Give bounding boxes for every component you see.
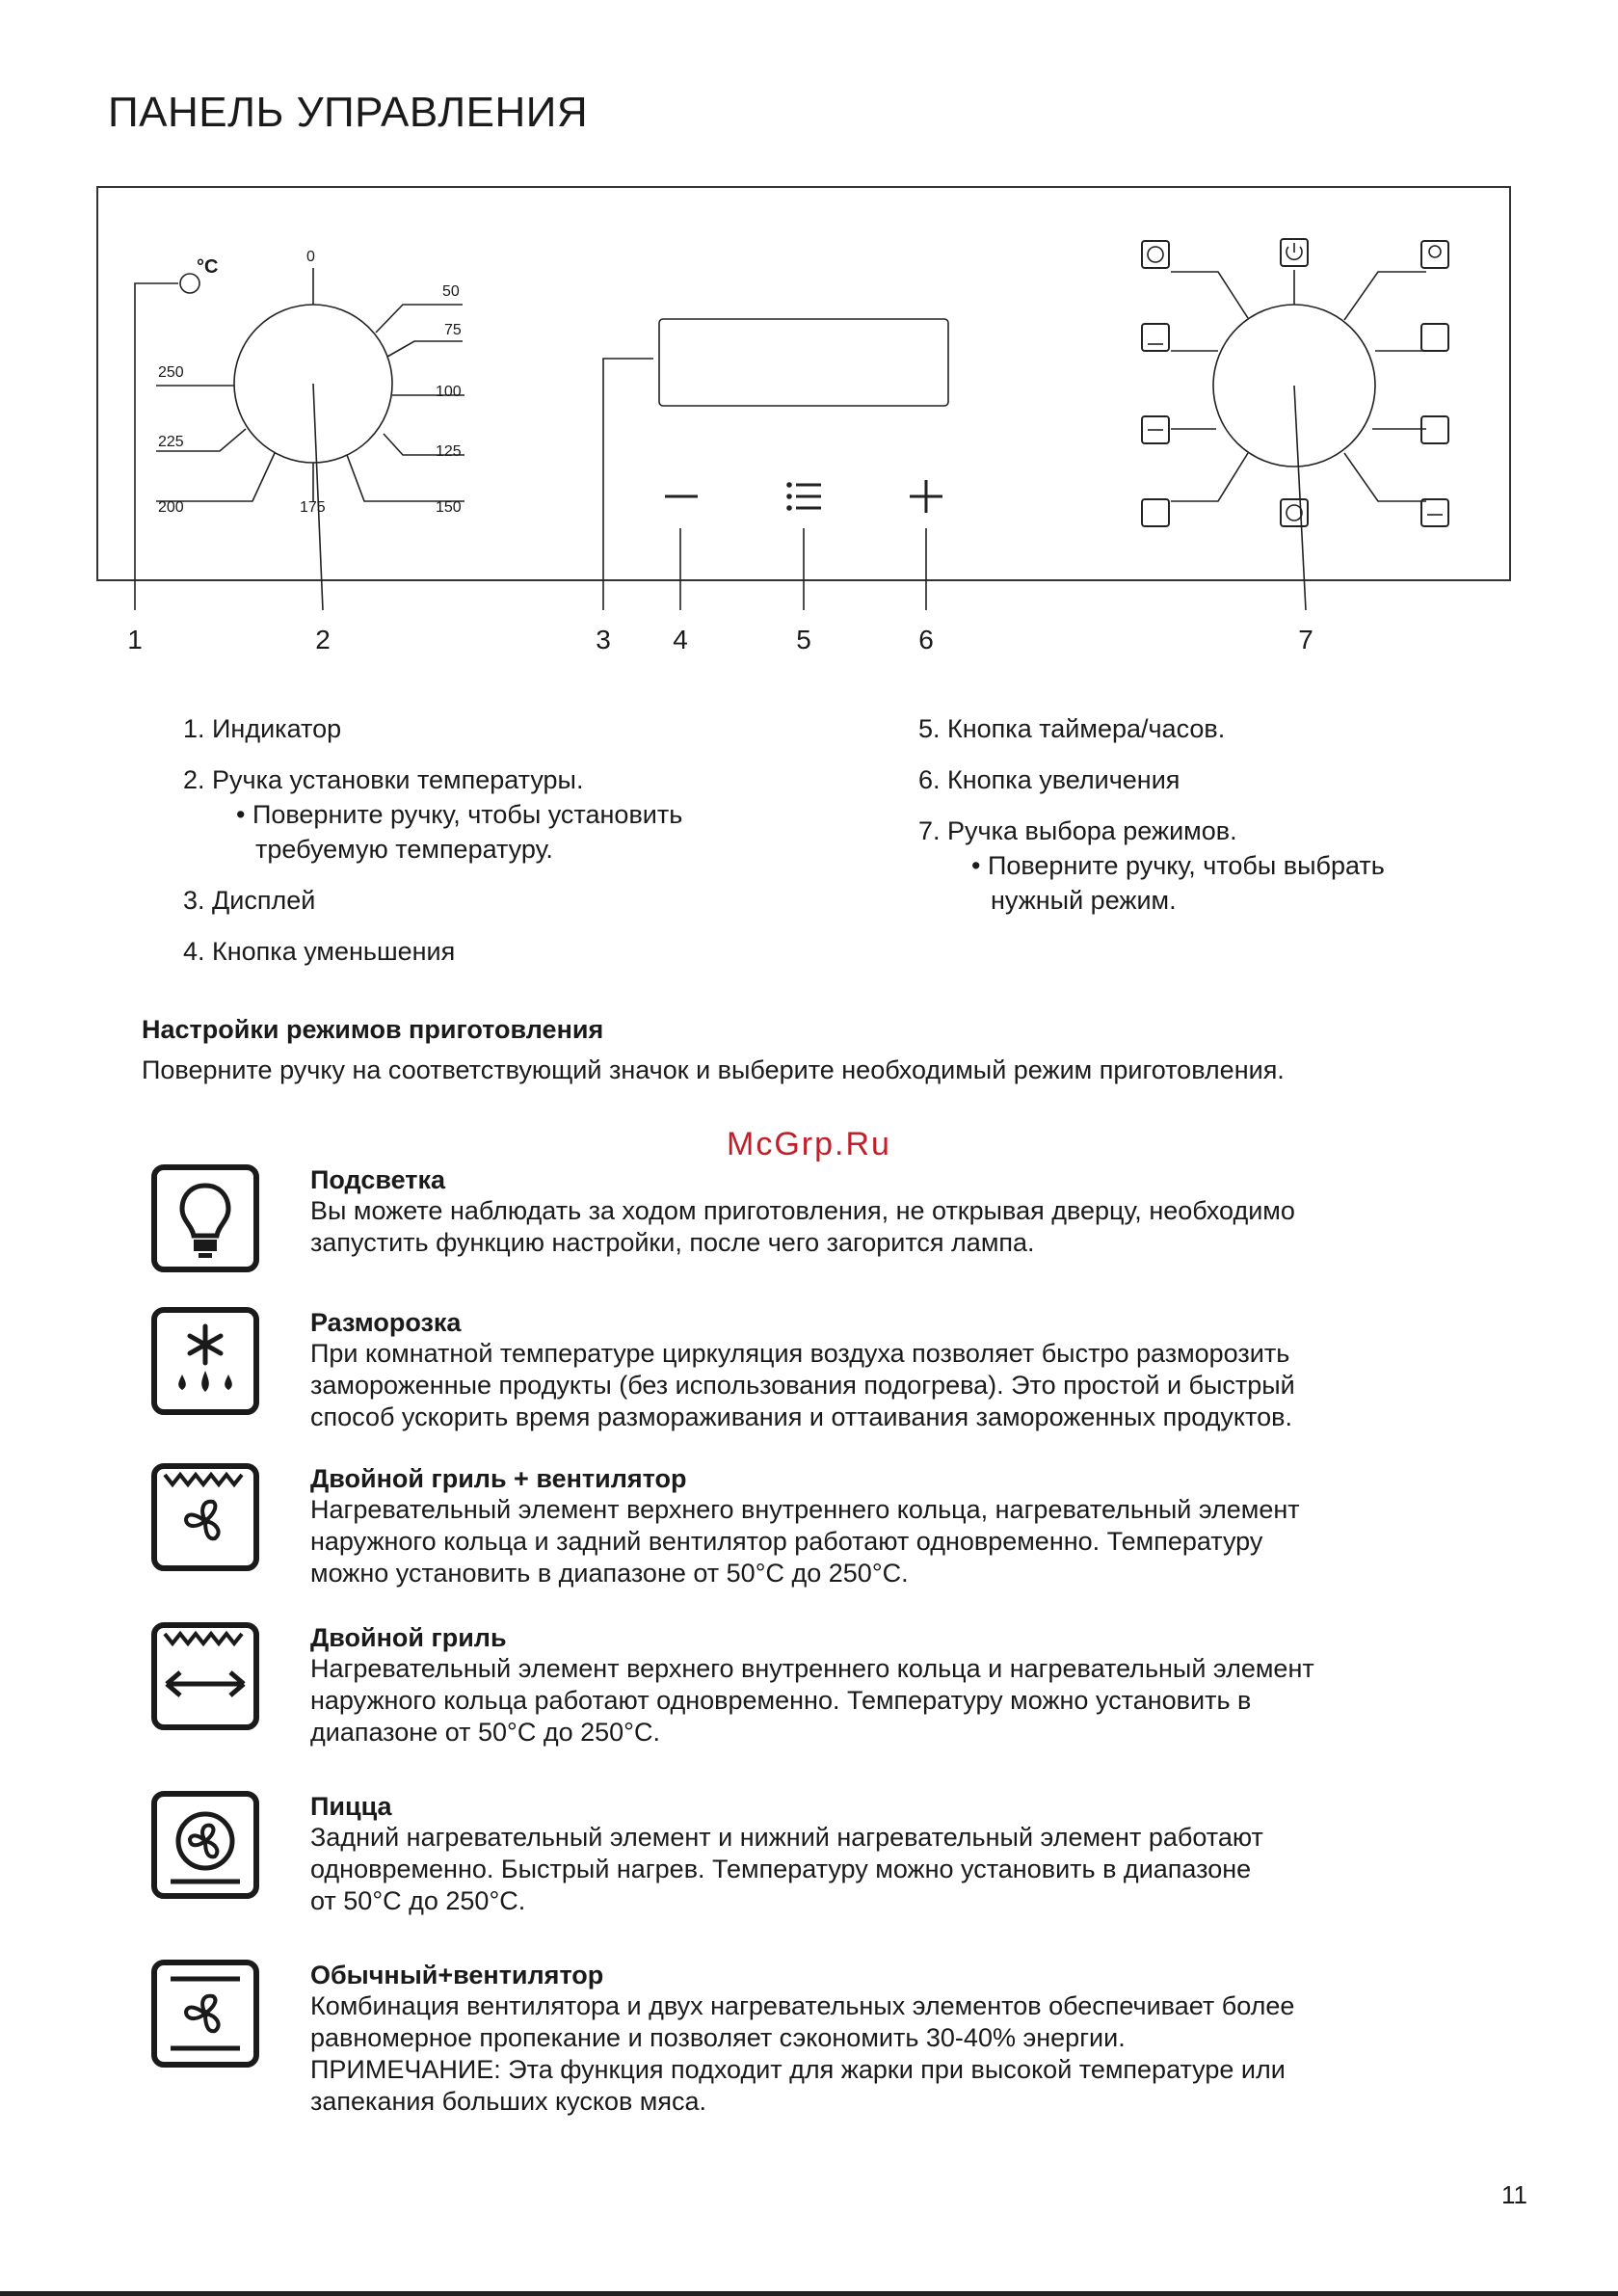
mode-desc-line: можно установить в диапазоне от 50°С до 250°С. (310, 1559, 909, 1588)
mode-text-double-grill-fan (310, 1463, 1467, 1589)
callout-3: 3 (596, 625, 611, 654)
temp-label-125: 125 (436, 443, 462, 460)
page-title: ПАНЕЛЬ УПРАВЛЕНИЯ (108, 89, 589, 136)
mode-text-defrost (310, 1307, 1467, 1433)
lamp-small-icon (1421, 241, 1448, 268)
plus-button[interactable] (910, 480, 942, 513)
legend-item-7-sub2: нужный режим. (991, 886, 1177, 915)
lamp-small-icon-bulb (1429, 246, 1441, 257)
grill-fan-small-icon (1421, 416, 1448, 443)
bottom-rule (0, 2291, 1618, 2296)
legend-item-4: 4. Кнопка уменьшения (183, 937, 456, 966)
pizza-small-icon (1281, 499, 1308, 526)
legend-item-2-sub2: требуемую температуру. (255, 835, 553, 864)
legend-item-7-sub: • Поверните ручку, чтобы выбрать (971, 851, 1385, 880)
mode-desc-line: замороженные продукты (без использования подогрева). Это простой и быстрый (310, 1371, 1295, 1400)
mode-line-fan (1171, 272, 1248, 318)
pizza-small-icon-ring (1286, 505, 1302, 521)
mode-desc-line: Вы можете наблюдать за ходом приготовления, не открывая дверцу, необходимо (310, 1196, 1295, 1225)
mode-line-grill (1344, 453, 1426, 501)
temp-label-200: 200 (158, 499, 184, 516)
page-number: 11 (1501, 2180, 1527, 2209)
mode-fan-icon-ring (1148, 247, 1163, 262)
legend-item-2-sub: • Поверните ручку, чтобы установить (236, 800, 683, 829)
double-grill-icon (151, 1622, 259, 1730)
callout-2: 2 (315, 625, 331, 654)
mode-text-pizza (310, 1791, 1467, 1917)
section-description: Поверните ручку на соответствующий значок и выберите необходимый режим приготовления. (142, 1055, 1285, 1084)
timer-dot-1 (787, 483, 791, 487)
timer-dot-3 (787, 506, 791, 510)
mode-name: Обычный+вентилятор (310, 1961, 604, 1989)
mode-desc-line: Нагревательный элемент верхнего внутреннего кольца, нагревательный элемент (310, 1495, 1300, 1524)
mode-line-conv-fan (1171, 453, 1248, 501)
timer-button[interactable] (796, 485, 821, 508)
callout-5: 5 (796, 625, 811, 654)
mode-text-conventional-fan (310, 1960, 1467, 2118)
mode-desc-line: наружного кольца работают одновременно. Температуру можно установить в (310, 1686, 1252, 1715)
defrost-icon (151, 1307, 259, 1415)
mode-name: Двойной гриль (310, 1623, 507, 1652)
legend-item-1: 1. Индикатор (183, 714, 342, 743)
mode-desc-line: способ ускорить время размораживания и оттаивания замороженных продуктов. (310, 1402, 1292, 1431)
legend-item-2: 2. Ручка установки температуры. (183, 765, 584, 794)
temp-label-0: 0 (306, 249, 315, 265)
mode-name: Пицца (310, 1792, 392, 1821)
mode-desc-line: Задний нагревательный элемент и нижний нагревательный элемент работают (310, 1823, 1263, 1852)
callout-7: 7 (1298, 625, 1313, 654)
callout-1: 1 (127, 625, 143, 654)
legend-item-5: 5. Кнопка таймера/часов. (918, 714, 1226, 743)
tick-75 (387, 341, 463, 357)
callout-line-2 (313, 384, 323, 610)
mode-name: Подсветка (310, 1165, 445, 1194)
callout-line-3 (603, 359, 653, 610)
mode-desc-line: запустить функцию настройки, после чего загорится лампа. (310, 1228, 1035, 1257)
legend-item-7: 7. Ручка выбора режимов. (918, 816, 1237, 845)
temp-label-225: 225 (158, 434, 184, 450)
callout-line-7 (1294, 386, 1306, 610)
control-panel-diagram (0, 0, 1618, 675)
conv-fan-small-icon (1142, 499, 1169, 526)
mode-text-double-grill (310, 1622, 1467, 1749)
mode-name: Разморозка (310, 1308, 462, 1337)
tick-150 (347, 455, 464, 501)
callout-4: 4 (673, 625, 688, 654)
grill-small-icon (1421, 499, 1448, 526)
mode-desc-line: равномерное пропекание и позволяет сэкономить 30-40% энергии. (310, 2023, 1126, 2052)
timer-dot-2 (787, 494, 791, 498)
temp-label-150: 150 (436, 499, 462, 516)
mode-line-lamp (1344, 272, 1426, 320)
double-grill-fan-icon (151, 1463, 259, 1571)
temp-label-50: 50 (442, 283, 460, 300)
section-title: Настройки режимов приготовления (142, 1015, 604, 1044)
bulb-icon (151, 1164, 259, 1272)
mode-desc-line: ПРИМЕЧАНИЕ: Эта функция подходит для жарки при высокой температуре или (310, 2055, 1286, 2084)
temp-label-100: 100 (436, 384, 462, 400)
mode-desc-line: наружного кольца и задний вентилятор работают одновременно. Температуру (310, 1527, 1263, 1556)
legend-item-6: 6. Кнопка увеличения (918, 765, 1180, 794)
defrost-small-icon (1421, 324, 1448, 351)
display-screen (659, 319, 948, 406)
mode-desc-line: Комбинация вентилятора и двух нагревательных элементов обеспечивает более (310, 1991, 1295, 2020)
mode-desc-line: диапазоне от 50°С до 250°С. (310, 1718, 660, 1747)
bottom-heat-icon (1142, 324, 1169, 351)
temp-label-75: 75 (444, 322, 462, 338)
mode-fan-icon (1142, 241, 1169, 268)
mode-desc-line: При комнатной температуре циркуляция воздуха позволяет быстро разморозить (310, 1339, 1290, 1368)
mode-name: Двойной гриль + вентилятор (310, 1464, 687, 1493)
mode-desc-line: запекания больших кусков мяса. (310, 2087, 707, 2116)
mode-desc-line: одновременно. Быстрый нагрев. Температуру можно установить в диапазоне (310, 1855, 1252, 1883)
temp-label-175: 175 (300, 499, 326, 516)
legend-item-3: 3. Дисплей (183, 886, 316, 915)
conventional-fan-icon (151, 1960, 259, 2068)
pizza-icon (151, 1791, 259, 1899)
mode-desc-line: от 50°С до 250°С. (310, 1886, 526, 1915)
watermark: McGrp.Ru (727, 1126, 891, 1162)
legend-right (918, 711, 1545, 918)
legend-left (183, 711, 858, 969)
indicator-label: °C (197, 256, 219, 278)
callout-6: 6 (918, 625, 934, 654)
temp-label-250: 250 (158, 364, 184, 381)
tick-200 (156, 453, 275, 501)
mode-text-light (310, 1164, 1467, 1259)
mode-desc-line: Нагревательный элемент верхнего внутреннего кольца и нагревательный элемент (310, 1654, 1314, 1683)
